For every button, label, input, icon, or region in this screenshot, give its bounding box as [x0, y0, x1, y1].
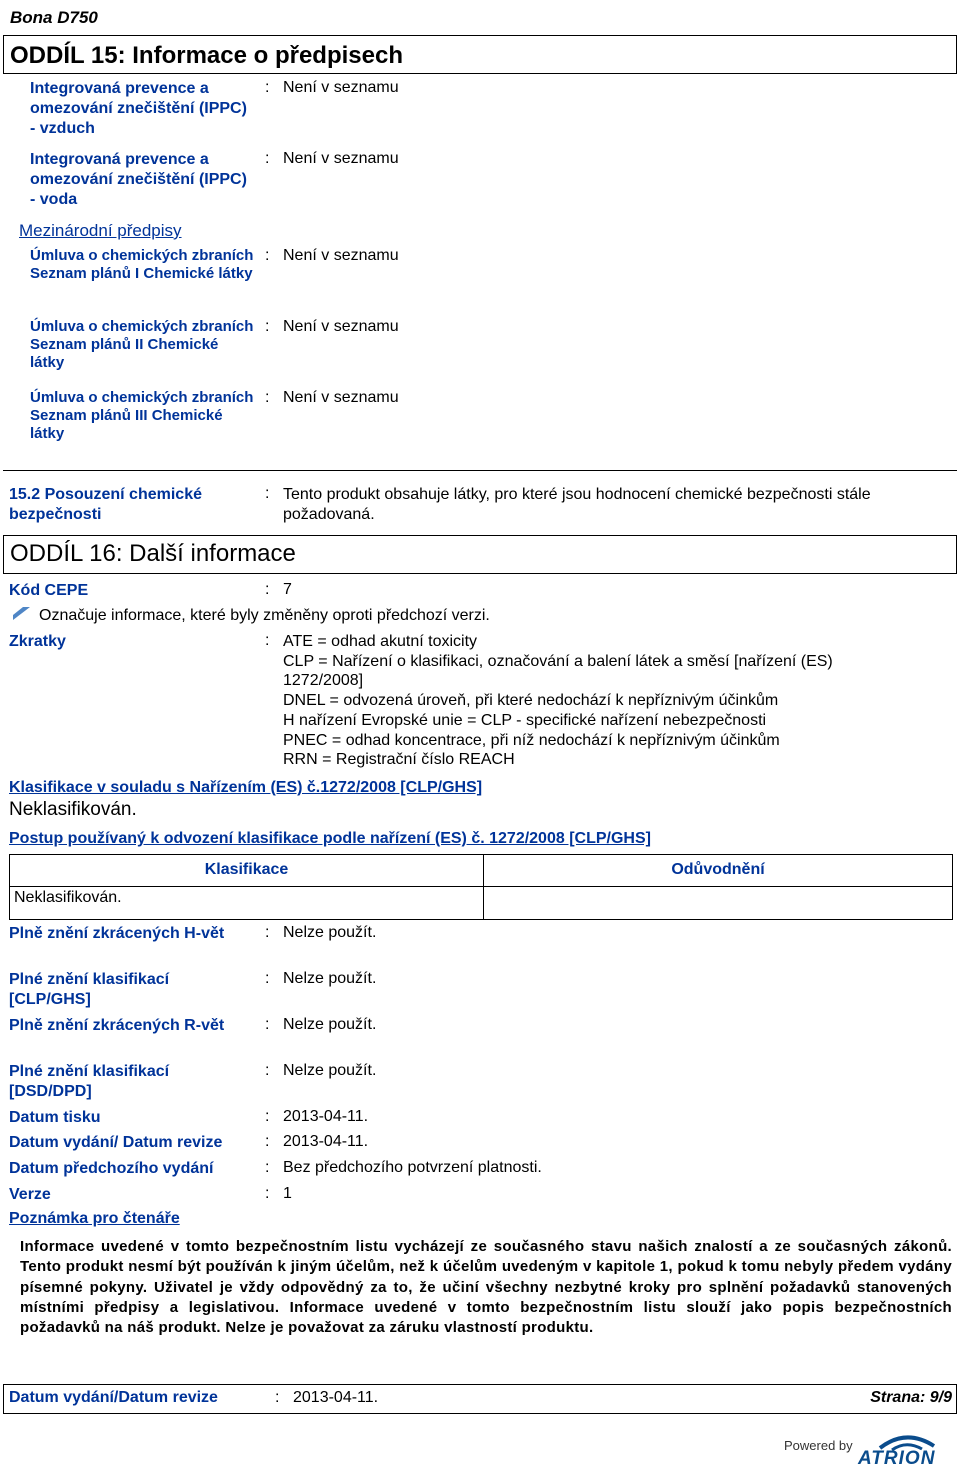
reader-note-heading: Poznámka pro čtenáře	[9, 1210, 180, 1227]
colon: :	[275, 1389, 280, 1406]
colon: :	[265, 1133, 270, 1150]
section-number: 15.2	[9, 486, 41, 503]
footer-date-label: Datum vydání/Datum revize	[9, 1389, 218, 1406]
colon: :	[265, 318, 270, 335]
r-phrases-label: Plně znění zkrácených R-vět	[9, 1017, 225, 1034]
classification-table	[9, 854, 953, 920]
ippc-water-value: Není v seznamu	[283, 150, 399, 167]
dsd-full-text-label: Plné znění klasifikací [DSD/DPD]	[9, 1063, 170, 1100]
ippc-air-value: Není v seznamu	[283, 79, 399, 96]
issue-date-label: Datum vydání/ Datum revize	[9, 1134, 223, 1151]
colon: :	[265, 389, 270, 406]
reader-note-text: Informace uvedené v tomto bezpečnostním listu vycházejí ze současného stavu našich znalostí a ze současných zákonů. Tento produkt nesmí být používán k jiným účelům, než k účelům uvedeným v kapitole 1, pokud k tomu nebyly předem vydány písemné pokyny. Uživatel je vždy odpovědný za to, že učiní všechny nezbytné kroky pro splnění požadavků stanovených místními předpisy a legislativou. Informace uvedené v tomto bezpečnostním listu slouží jako popis bezpečnostních požadavků na náš produkt. Nelze je považovat za záruku vlastností produktu.	[20, 1238, 952, 1337]
colon: :	[265, 924, 270, 941]
colon: :	[265, 581, 270, 598]
classification-procedure-heading: Postup používaný k odvození klasifikace podle nařízení (ES) č. 1272/2008 [CLP/GHS]	[9, 830, 651, 847]
version-value: 1	[283, 1185, 292, 1202]
colon: :	[265, 150, 270, 167]
ippc-water-label: Integrovaná prevence a omezování znečištění (IPPC) - voda	[30, 151, 247, 208]
colon: :	[265, 1108, 270, 1125]
print-date-label: Datum tisku	[9, 1109, 101, 1126]
cwc-schedule-3-label: Úmluva o chemických zbraních Seznam plánů III Chemické látky	[30, 389, 254, 442]
abbreviations-list	[283, 632, 833, 770]
colon: :	[265, 485, 270, 502]
chemical-safety-assessment-label	[9, 485, 239, 525]
cepe-code-label: Kód CEPE	[9, 582, 89, 599]
changed-info-note: Označuje informace, které byly změněny oproti předchozí verzi.	[39, 607, 490, 624]
abbreviation-item: PNEC = odhad koncentrace, při níž nedochází k nepříznivým účinkům	[283, 731, 780, 749]
powered-by-text: Powered by	[784, 1438, 853, 1453]
h-statements-value: Nelze použít.	[283, 924, 377, 941]
ippc-air-label: Integrovaná prevence a omezování znečištění (IPPC) - vzduch	[30, 80, 247, 137]
previous-date-label: Datum předchozího vydání	[9, 1160, 214, 1177]
section-15-title: ODDÍL 15: Informace o předpisech	[10, 42, 403, 69]
version-label: Verze	[9, 1186, 51, 1203]
abbreviations-label: Zkratky	[9, 633, 66, 650]
document-title: Bona D750	[10, 8, 98, 27]
colon: :	[265, 1159, 270, 1176]
previous-date-value: Bez předchozího potvrzení platnosti.	[283, 1159, 542, 1176]
abbreviation-item: H nařízení Evropské unie = CLP - specifické nařízení nebezpečnosti	[283, 711, 767, 729]
colon: :	[265, 79, 270, 96]
table-header-classification: Klasifikace	[10, 855, 484, 887]
colon: :	[265, 1016, 270, 1033]
cwc-schedule-1-value: Není v seznamu	[283, 247, 399, 264]
abbreviation-item: RRN = Registrační číslo REACH	[283, 751, 515, 769]
clp-classification-heading: Klasifikace v souladu s Nařízením (ES) č.1272/2008 [CLP/GHS]	[9, 779, 483, 796]
abbreviation-item: CLP = Nařízení o klasifikaci, označování a balení látek a směsí [nařízení (ES)	[283, 652, 833, 670]
colon: :	[265, 247, 270, 264]
table-header-justification: Odůvodnění	[484, 855, 953, 887]
colon: :	[265, 1185, 270, 1202]
abbreviation-item: ATE = odhad akutní toxicity	[283, 633, 478, 650]
dsd-full-text-value: Nelze použít.	[283, 1062, 377, 1079]
abbreviation-item: DNEL = odvozená úroveň, při které nedochází k nepříznivým účinkům	[283, 692, 779, 710]
clp-full-text-label: Plné znění klasifikací [CLP/GHS]	[9, 971, 170, 1008]
clp-full-text-value: Nelze použít.	[283, 970, 377, 987]
page-number: Strana: 9/9	[870, 1389, 952, 1406]
cepe-code-value: 7	[283, 581, 292, 598]
section-16-title: ODDÍL 16: Další informace	[10, 540, 296, 567]
atrion-brand-text: ATRION	[858, 1448, 936, 1469]
h-statements-label: Plně znění zkrácených H-vět	[9, 925, 225, 942]
divider	[3, 470, 957, 471]
table-cell-classification: Neklasifikován.	[10, 887, 484, 920]
international-regulations-heading: Mezinárodní předpisy	[19, 221, 182, 240]
csa-label-text: Posouzení chemické bezpečnosti	[9, 486, 202, 523]
cwc-schedule-3-value: Není v seznamu	[283, 389, 399, 406]
issue-date-value: 2013-04-11.	[283, 1133, 369, 1150]
changed-marker-icon	[10, 606, 32, 622]
colon: :	[265, 1062, 270, 1079]
table-cell-justification	[484, 887, 953, 920]
cwc-schedule-1-label: Úmluva o chemických zbraních Seznam plánů I Chemické látky	[30, 247, 254, 282]
print-date-value: 2013-04-11.	[283, 1108, 369, 1125]
cwc-schedule-2-label: Úmluva o chemických zbraních Seznam plánů II Chemické látky	[30, 318, 254, 371]
r-phrases-value: Nelze použít.	[283, 1016, 377, 1033]
cwc-schedule-2-value: Není v seznamu	[283, 318, 399, 335]
abbreviation-item: 1272/2008]	[283, 672, 364, 690]
footer-date-value: 2013-04-11.	[293, 1389, 379, 1406]
colon: :	[265, 970, 270, 987]
colon: :	[265, 632, 270, 649]
chemical-safety-assessment-value: Tento produkt obsahuje látky, pro které jsou hodnocení chemické bezpečnosti stále požadovaná.	[283, 486, 871, 523]
clp-classification-value: Neklasifikován.	[9, 799, 137, 820]
